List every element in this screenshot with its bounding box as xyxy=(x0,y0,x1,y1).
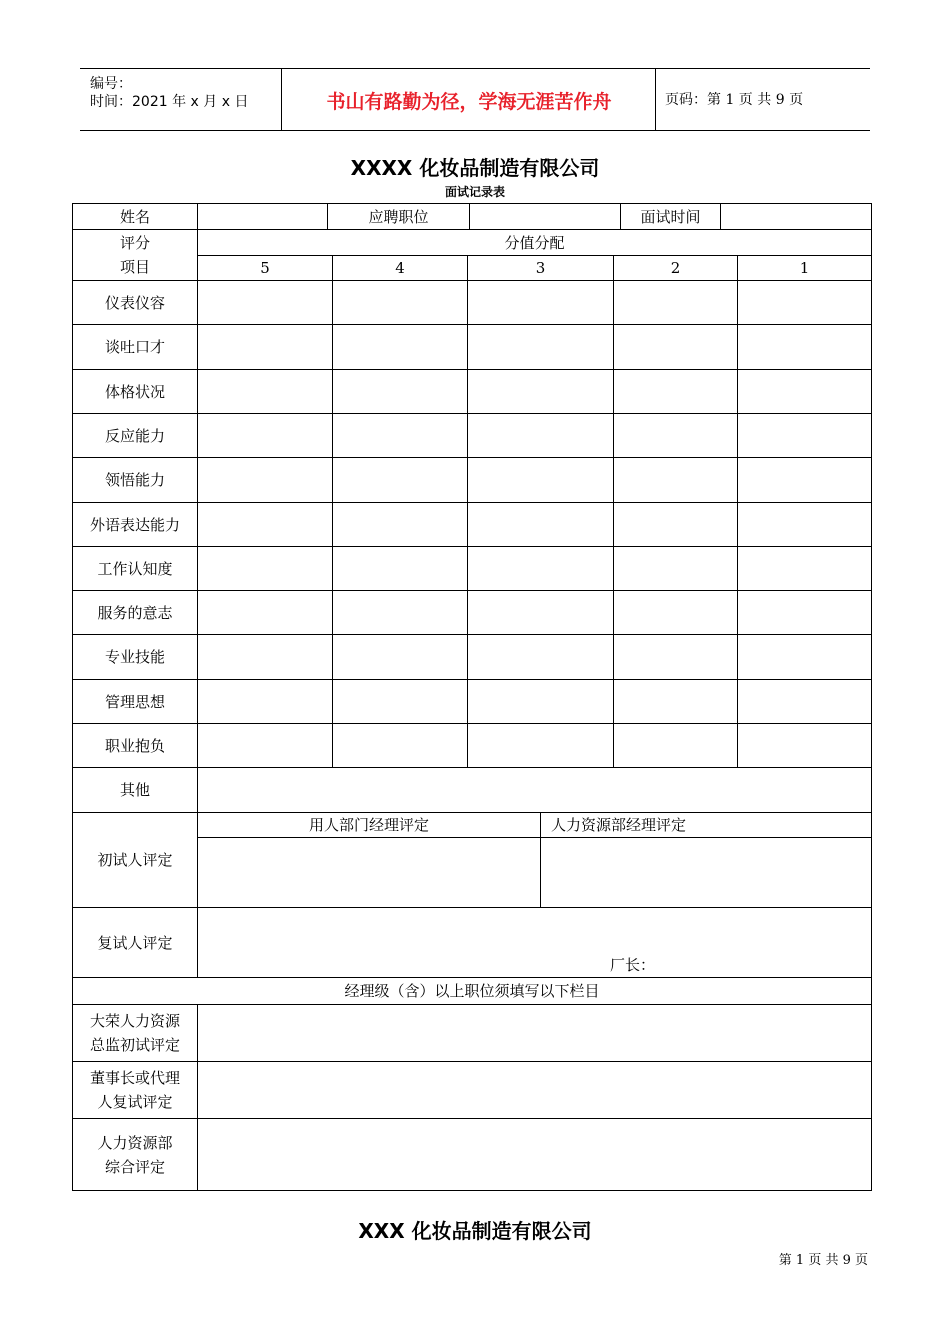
score-cell-2[interactable] xyxy=(613,679,738,724)
score-cell-4[interactable] xyxy=(332,723,468,768)
score-2-header: 2 xyxy=(613,255,738,281)
hr-director-label-line1: 大荣人力资源 xyxy=(89,1012,180,1030)
hr-overall-evaluation-field[interactable] xyxy=(197,1118,872,1191)
hr-director-label-line2: 总监初试评定 xyxy=(89,1036,180,1054)
score-cell-5[interactable] xyxy=(197,634,333,680)
score-distribution-header: 分值分配 xyxy=(197,229,872,256)
name-label: 姓名 xyxy=(72,203,198,230)
score-cell-4[interactable] xyxy=(332,590,468,635)
score-cell-4[interactable] xyxy=(332,369,468,414)
score-item-label: 仪表仪容 xyxy=(72,280,198,325)
name-field[interactable] xyxy=(197,203,328,230)
score-cell-2[interactable] xyxy=(613,546,738,591)
score-cell-4[interactable] xyxy=(332,280,468,325)
score-5-header: 5 xyxy=(197,255,333,281)
score-cell-2[interactable] xyxy=(613,723,738,768)
dept-manager-label: 用人部门经理评定 xyxy=(197,812,541,838)
score-cell-2[interactable] xyxy=(613,590,738,635)
score-cell-2[interactable] xyxy=(613,457,738,503)
footer-company-title: XXX 化妆品制造有限公司 xyxy=(358,1219,592,1243)
score-cell-2[interactable] xyxy=(613,413,738,458)
chairman-evaluation-field[interactable] xyxy=(197,1061,872,1119)
score-item-label: 职业抱负 xyxy=(72,723,198,768)
score-item-label: 领悟能力 xyxy=(72,457,198,503)
score-cell-2[interactable] xyxy=(613,280,738,325)
score-cell-3[interactable] xyxy=(467,590,614,635)
footer-page-info: 第 1 页 共 9 页 xyxy=(778,1253,868,1268)
score-cell-3[interactable] xyxy=(467,679,614,724)
dept-manager-evaluation-field[interactable] xyxy=(197,837,541,908)
document-date-label: 时间：2021 年 x 月 x 日 xyxy=(90,94,249,110)
score-cell-5[interactable] xyxy=(197,457,333,503)
score-item-label: 专业技能 xyxy=(72,634,198,680)
score-cell-5[interactable] xyxy=(197,324,333,370)
score-cell-1[interactable] xyxy=(737,369,872,414)
score-cell-4[interactable] xyxy=(332,546,468,591)
hr-director-evaluation-field[interactable] xyxy=(197,1004,872,1062)
score-item-header xyxy=(72,229,198,281)
hr-overall-label-line2: 综合评定 xyxy=(104,1157,165,1176)
score-cell-4[interactable] xyxy=(332,413,468,458)
score-cell-4[interactable] xyxy=(332,324,468,370)
hr-manager-evaluation-field[interactable] xyxy=(540,837,872,908)
factory-head-label: 厂长： xyxy=(610,956,656,974)
second-evaluation-field[interactable] xyxy=(197,907,872,978)
score-item-label: 管理思想 xyxy=(72,679,198,724)
other-label: 其他 xyxy=(72,767,198,813)
score-cell-3[interactable] xyxy=(467,324,614,370)
company-title: XXXX 化妆品制造有限公司 xyxy=(350,156,600,180)
score-item-label: 体格状况 xyxy=(72,369,198,414)
hr-overall-label xyxy=(72,1118,198,1191)
score-cell-3[interactable] xyxy=(467,502,614,547)
score-cell-1[interactable] xyxy=(737,324,872,370)
second-evaluation-label: 复试人评定 xyxy=(72,907,198,978)
score-cell-4[interactable] xyxy=(332,502,468,547)
score-cell-1[interactable] xyxy=(737,634,872,680)
initial-evaluation-label: 初试人评定 xyxy=(72,812,198,908)
interview-time-field[interactable] xyxy=(720,203,872,230)
header-divider xyxy=(655,69,656,130)
header-page-info: 页码：第 1 页 共 9 页 xyxy=(665,92,804,108)
item-label: 项目 xyxy=(119,258,150,276)
score-cell-2[interactable] xyxy=(613,324,738,370)
score-cell-1[interactable] xyxy=(737,679,872,724)
hr-manager-label: 人力资源部经理评定 xyxy=(540,812,872,838)
manager-level-note: 经理级（含）以上职位须填写以下栏目 xyxy=(72,977,872,1005)
chairman-label-line2: 人复试评定 xyxy=(97,1093,173,1111)
score-cell-3[interactable] xyxy=(467,369,614,414)
score-cell-4[interactable] xyxy=(332,679,468,724)
score-cell-2[interactable] xyxy=(613,502,738,547)
chairman-label xyxy=(72,1061,198,1119)
score-4-header: 4 xyxy=(332,255,468,281)
score-3-header: 3 xyxy=(467,255,614,281)
score-item-label: 反应能力 xyxy=(72,413,198,458)
score-cell-5[interactable] xyxy=(197,413,333,458)
score-cell-3[interactable] xyxy=(467,723,614,768)
score-cell-2[interactable] xyxy=(613,634,738,680)
score-1-header: 1 xyxy=(737,255,872,281)
score-cell-3[interactable] xyxy=(467,634,614,680)
position-field[interactable] xyxy=(469,203,621,230)
score-item-label: 服务的意志 xyxy=(72,590,198,635)
score-cell-3[interactable] xyxy=(467,457,614,503)
document-number-label: 编号： xyxy=(90,76,132,92)
score-cell-1[interactable] xyxy=(737,280,872,325)
score-cell-1[interactable] xyxy=(737,546,872,591)
other-field[interactable] xyxy=(197,767,872,813)
hr-director-label xyxy=(72,1004,198,1062)
score-cell-1[interactable] xyxy=(737,457,872,503)
score-cell-2[interactable] xyxy=(613,369,738,414)
score-cell-5[interactable] xyxy=(197,723,333,768)
score-cell-5[interactable] xyxy=(197,590,333,635)
score-cell-1[interactable] xyxy=(737,502,872,547)
position-label: 应聘职位 xyxy=(327,203,470,230)
score-cell-5[interactable] xyxy=(197,546,333,591)
hr-overall-label-line1: 人力资源部 xyxy=(97,1133,173,1152)
score-item-label: 外语表达能力 xyxy=(72,502,198,547)
score-item-label: 工作认知度 xyxy=(72,546,198,591)
score-cell-1[interactable] xyxy=(737,590,872,635)
score-cell-3[interactable] xyxy=(467,546,614,591)
form-subtitle: 面试记录表 xyxy=(444,185,505,199)
chairman-label-line1: 董事长或代理 xyxy=(89,1069,180,1087)
document-header xyxy=(80,68,870,131)
score-cell-5[interactable] xyxy=(197,679,333,724)
interview-time-label: 面试时间 xyxy=(620,203,721,230)
score-cell-5[interactable] xyxy=(197,280,333,325)
header-motto: 书山有路勤为径，学海无涯苦作舟 xyxy=(326,91,612,113)
score-cell-5[interactable] xyxy=(197,369,333,414)
score-cell-1[interactable] xyxy=(737,413,872,458)
score-cell-1[interactable] xyxy=(737,723,872,768)
score-cell-4[interactable] xyxy=(332,634,468,680)
score-label: 评分 xyxy=(119,234,150,252)
score-cell-4[interactable] xyxy=(332,457,468,503)
score-cell-5[interactable] xyxy=(197,502,333,547)
score-item-label: 谈吐口才 xyxy=(72,324,198,370)
score-cell-3[interactable] xyxy=(467,280,614,325)
score-cell-3[interactable] xyxy=(467,413,614,458)
